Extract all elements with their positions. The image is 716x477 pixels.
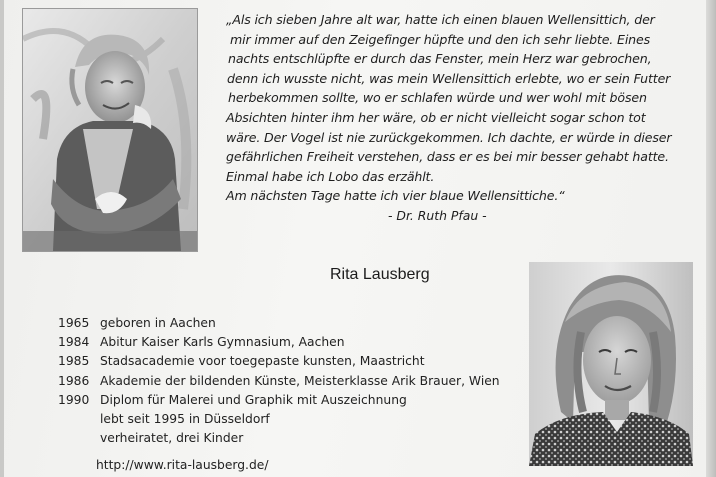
bio-text: geboren in Aachen — [100, 316, 216, 330]
quote-line: Einmal habe ich Lobo das erzählt. — [226, 168, 435, 184]
bio-entry — [58, 372, 500, 391]
quote-line: Absichten hinter ihm her wäre, ob er nicht vielleicht sogar schon tot — [226, 109, 646, 125]
bio-year: 1965 — [58, 316, 90, 330]
bio-year: 1990 — [58, 392, 90, 407]
bio-entry — [58, 314, 500, 333]
bio-text: Akademie der bildenden Künste, Meisterklasse Arik Brauer, Wien — [100, 373, 500, 388]
quote-line: nachts entschlüpfte er durch das Fenster, mein Herz war gebrochen, — [228, 51, 652, 67]
bio-entry — [58, 333, 500, 352]
bio-year: 1985 — [58, 354, 90, 369]
quote-line: gefährlichen Freiheit verstehen, dass er es bei mir besser gehabt hatte. — [226, 149, 669, 165]
bio-family: verheiratet, drei Kinder — [100, 431, 244, 446]
bio-entry — [58, 391, 500, 410]
quote-line: „Als ich sieben Jahre alt war, hatte ich einen blauen Wellensittich, der — [226, 12, 655, 27]
bio-text: Stadsacademie voor toegepaste kunsten, Maastricht — [100, 354, 425, 369]
website-link[interactable]: http://www.rita-lausberg.de/ — [96, 458, 269, 472]
artist-name: Rita Lausberg — [330, 266, 430, 283]
frame-edge-left — [0, 0, 4, 477]
quote-line: mir immer auf den Zeigefinger hüpfte und den ich sehr liebte. Eines — [230, 31, 651, 47]
bio-year: 1986 — [58, 373, 90, 388]
frame-edge-right — [706, 0, 716, 477]
biography — [58, 314, 500, 448]
bio-entry — [58, 352, 500, 371]
quote-line: wäre. Der Vogel ist nie zurückgekommen. Ich dachte, er würde in dieser — [226, 129, 672, 145]
portrait-painting-image — [23, 9, 197, 251]
artist-photo — [529, 262, 693, 466]
portrait-painting — [22, 8, 198, 252]
bio-text: Abitur Kaiser Karls Gymnasium, Aachen — [100, 335, 345, 350]
quote-line: denn ich wusste nicht, was mein Wellensittich erlebte, wo er sein Futter — [227, 70, 671, 86]
quote-line: Am nächsten Tage hatte ich vier blaue Wellensittiche.“ — [226, 188, 565, 204]
bio-year: 1984 — [58, 335, 90, 350]
artist-photo-image — [529, 262, 693, 466]
bio-residence: lebt seit 1995 in Düsseldorf — [100, 411, 270, 426]
quote-text — [226, 10, 704, 206]
quote-author: - Dr. Ruth Pfau - — [388, 208, 487, 223]
quote-line: herbekommen sollte, wo er schlafen würde und wer wohl mit bösen — [228, 90, 647, 106]
bio-text: Diplom für Malerei und Graphik mit Auszeichnung — [100, 392, 407, 407]
